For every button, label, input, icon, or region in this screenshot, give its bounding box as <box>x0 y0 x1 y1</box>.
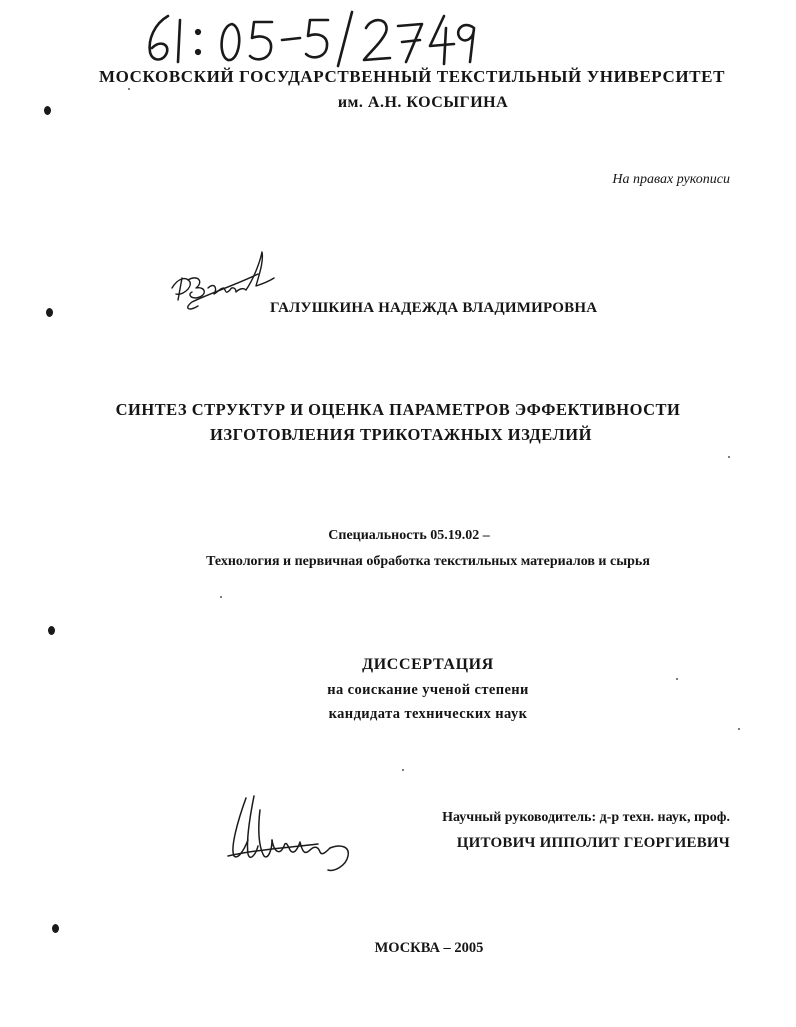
supervisor-role: Научный руководитель: д-р техн. наук, проф. <box>442 810 730 825</box>
binding-hole-dot <box>48 626 55 635</box>
manuscript-rights-note: На правах рукописи <box>612 172 730 187</box>
author-signature <box>168 248 278 318</box>
university-name: МОСКОВСКИЙ ГОСУДАРСТВЕННЫЙ ТЕКСТИЛЬНЫЙ УНИВЕРСИТЕТ <box>98 67 726 86</box>
author-name: ГАЛУШКИНА НАДЕЖДА ВЛАДИМИРОВНА <box>270 300 598 316</box>
scan-speck <box>128 88 130 90</box>
supervisor-name: ЦИТОВИЧ ИППОЛИТ ГЕОРГИЕВИЧ <box>456 835 730 851</box>
specialty-name: Технология и первичная обработка текстильных материалов и сырья <box>206 554 650 569</box>
scan-speck <box>402 769 404 771</box>
degree-line-1: на соискание ученой степени <box>327 682 529 698</box>
scan-speck <box>738 728 740 730</box>
binding-hole-dot <box>52 924 59 933</box>
binding-hole-dot <box>46 308 53 317</box>
dissertation-title-line-1: СИНТЕЗ СТРУКТУР И ОЦЕНКА ПАРАМЕТРОВ ЭФФЕКТИВНОСТИ <box>115 400 681 419</box>
specialty-code: Специальность 05.19.02 – <box>328 528 490 543</box>
supervisor-signature <box>224 790 374 880</box>
dissertation-title-line-2: ИЗГОТОВЛЕНИЯ ТРИКОТАЖНЫХ ИЗДЕЛИЙ <box>210 425 592 444</box>
degree-line-2: кандидата технических наук <box>328 706 528 722</box>
scan-speck <box>728 456 730 458</box>
handwritten-archive-mark <box>140 6 480 68</box>
city-year: МОСКВА – 2005 <box>374 940 484 956</box>
university-named-after: им. А.Н. КОСЫГИНА <box>337 94 509 111</box>
scan-speck <box>220 596 222 598</box>
dissertation-heading: ДИССЕРТАЦИЯ <box>362 656 494 673</box>
scan-speck <box>676 678 678 680</box>
